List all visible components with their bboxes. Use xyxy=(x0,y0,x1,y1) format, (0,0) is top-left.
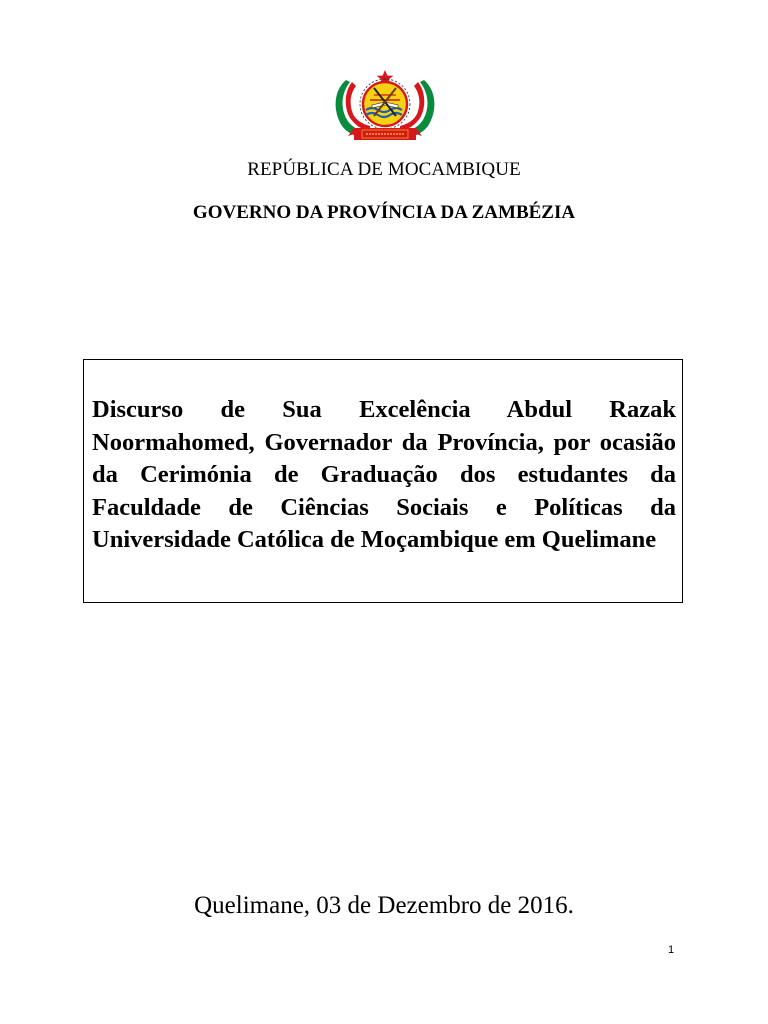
republic-heading: REPÚBLICA DE MOCAMBIQUE xyxy=(247,159,521,180)
place-and-date: Quelimane, 03 de Dezembro de 2016. xyxy=(194,892,574,919)
coat-of-arms-emblem-icon xyxy=(330,68,440,142)
government-heading: GOVERNO DA PROVÍNCIA DA ZAMBÉZIA xyxy=(192,202,576,223)
speech-title-box xyxy=(83,359,683,603)
speech-title: Discurso de Sua Excelência Abdul Razak Noormahomed, Governador da Província, por ocasião da Cerimónia de Graduação dos estudantes da Faculdade de Ciências Sociais e Políticas da Universidade Católica de Moçambique em Quelimane xyxy=(92,396,676,554)
page-number: 1 xyxy=(668,944,675,956)
